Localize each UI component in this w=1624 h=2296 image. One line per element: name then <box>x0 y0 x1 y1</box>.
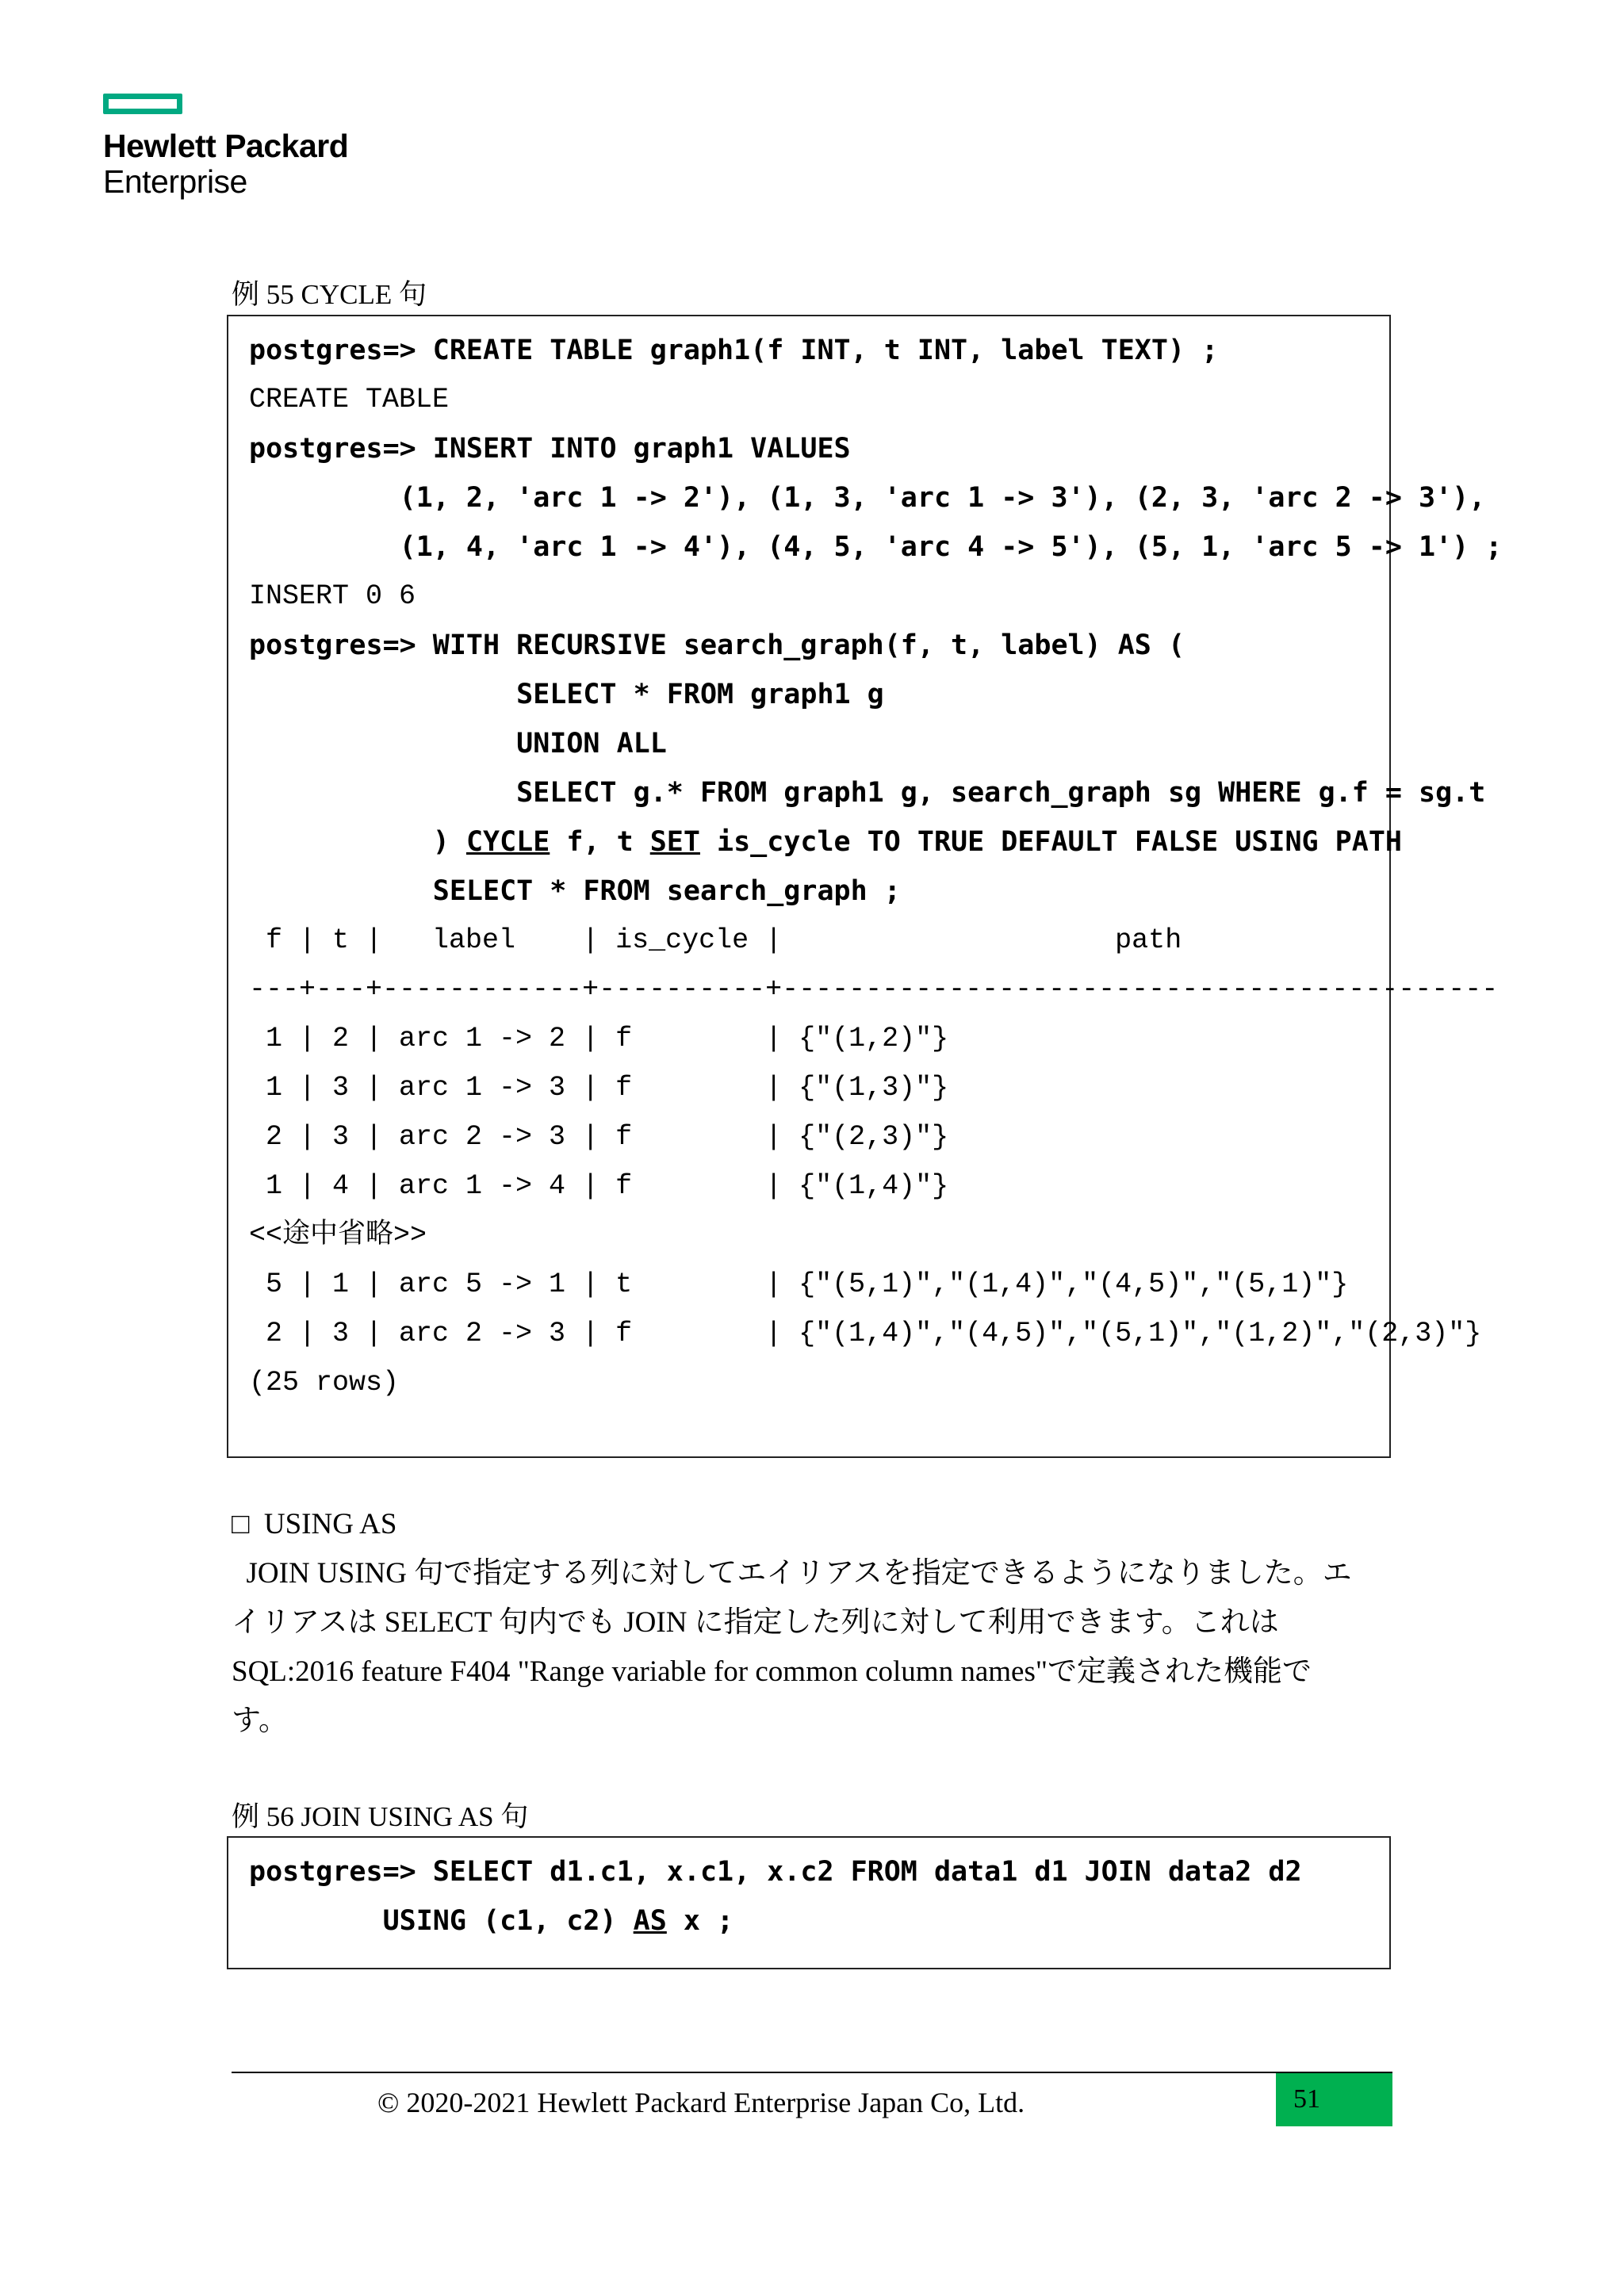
result-header: f | t | label | is_cycle | path <box>249 924 1182 956</box>
section-heading: □ USING AS <box>232 1508 397 1540</box>
example-55-caption: 例 55 CYCLE 句 <box>232 279 427 310</box>
code-line: postgres=> INSERT INTO graph1 VALUES <box>249 433 851 465</box>
paragraph-line: イリアスは SELECT 句内でも JOIN に指定した列に対して利用できます。これは <box>232 1606 1279 1639</box>
code-fragment: f, t <box>550 826 650 858</box>
result-row: 2 | 3 | arc 2 -> 3 | f | {"(2,3)"} <box>249 1121 949 1153</box>
logo-wordmark-line2: Enterprise <box>103 163 247 200</box>
footer-divider <box>232 2072 1392 2073</box>
hpe-element-icon <box>103 94 182 114</box>
code-line: SELECT g.* FROM graph1 g, search_graph sg WHERE g.f = sg.t <box>249 777 1486 809</box>
example-56-caption: 例 56 JOIN USING AS 句 <box>232 1801 529 1832</box>
result-row: 1 | 3 | arc 1 -> 3 | f | {"(1,3)"} <box>249 1072 949 1104</box>
result-separator: ---+---+------------+----------+------------------------------------------- <box>249 974 1499 1005</box>
paragraph-line: JOIN USING 句で指定する列に対してエイリアスを指定できるようになりました。エ <box>232 1557 1352 1590</box>
code-line: postgres=> WITH RECURSIVE search_graph(f, t, label) AS ( <box>249 629 1185 661</box>
omitted-marker: <<途中省略>> <box>249 1219 427 1251</box>
result-row: 1 | 4 | arc 1 -> 4 | f | {"(1,4)"} <box>249 1170 949 1202</box>
paragraph-line: SQL:2016 feature F404 "Range variable for common column names"で定義された機能で <box>232 1655 1312 1688</box>
code-line: UNION ALL <box>249 728 667 760</box>
page-number-badge <box>1276 2073 1392 2126</box>
set-keyword: SET <box>649 826 700 858</box>
code-line: SELECT * FROM graph1 g <box>249 679 884 710</box>
code-line: postgres=> SELECT d1.c1, x.c1, x.c2 FROM data1 d1 JOIN data2 d2 <box>249 1856 1302 1888</box>
code-line: (1, 4, 'arc 1 -> 4'), (4, 5, 'arc 4 -> 5'), (5, 1, 'arc 5 -> 1') ; <box>249 531 1503 563</box>
example-55-code-block <box>227 315 1503 1458</box>
result-row: 2 | 3 | arc 2 -> 3 | f | {"(1,4)","(4,5)","(5,1)","(1,2)","(2,3)"} <box>249 1318 1482 1349</box>
hpe-logo <box>103 94 365 200</box>
as-keyword: AS <box>633 1905 667 1937</box>
code-fragment: USING (c1, c2) <box>249 1905 634 1937</box>
using-as-line <box>249 1905 733 1937</box>
page-number: 51 <box>1293 2084 1320 2114</box>
copyright-notice: © 2020-2021 Hewlett Packard Enterprise Japan Co, Ltd. <box>377 2087 1025 2118</box>
code-fragment: x ; <box>666 1905 734 1937</box>
using-as-section <box>232 1500 1397 1746</box>
example-56-code-block <box>227 1836 1391 1969</box>
cycle-clause-line <box>249 826 1402 858</box>
code-line: CREATE TABLE <box>249 384 450 415</box>
code-line: (1, 2, 'arc 1 -> 2'), (1, 3, 'arc 1 -> 3'), (2, 3, 'arc 2 -> 3'), <box>249 482 1486 514</box>
paragraph-line: す。 <box>232 1705 289 1737</box>
code-fragment: ) <box>249 826 466 858</box>
code-fragment: is_cycle TO TRUE DEFAULT FALSE USING PATH <box>699 826 1402 858</box>
result-row: 1 | 2 | arc 1 -> 2 | f | {"(1,2)"} <box>249 1023 949 1054</box>
code-line: SELECT * FROM search_graph ; <box>249 875 901 907</box>
code-line: INSERT 0 6 <box>249 580 416 612</box>
cycle-keyword: CYCLE <box>465 826 550 858</box>
code-line: postgres=> CREATE TABLE graph1(f INT, t INT, label TEXT) ; <box>249 335 1219 366</box>
logo-wordmark-line1: Hewlett Packard <box>103 128 349 164</box>
result-row: 5 | 1 | arc 5 -> 1 | t | {"(5,1)","(1,4)","(4,5)","(5,1)"} <box>249 1269 1349 1300</box>
row-count: (25 rows) <box>249 1367 400 1399</box>
